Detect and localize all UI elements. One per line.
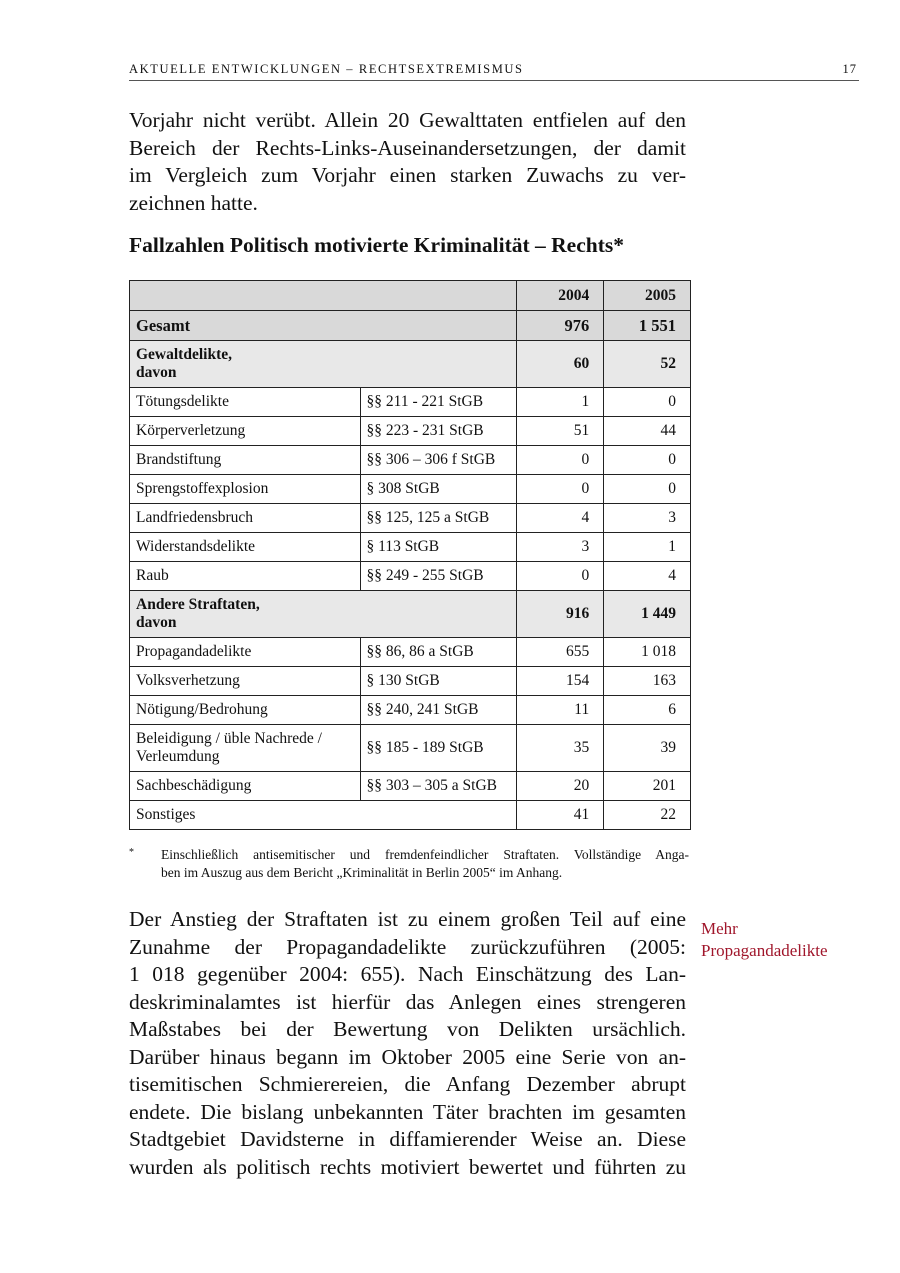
value-2005-cell: 44 <box>604 417 691 446</box>
group-label <box>130 591 517 638</box>
offense-cell: Tötungsdelikte <box>130 388 361 417</box>
value-2004-cell: 41 <box>517 801 604 830</box>
value-2004-cell: 51 <box>517 417 604 446</box>
offense-cell <box>130 725 361 772</box>
value-2004-cell: 154 <box>517 667 604 696</box>
offense-line: Verleumdung <box>136 748 220 765</box>
text-line: Darüber hinaus begann im Oktober 2005 eine Serie von an- <box>129 1044 686 1069</box>
value-2004-cell: 3 <box>517 533 604 562</box>
table-row <box>130 446 691 475</box>
footnote-line: Einschließlich antisemitischer und fremdenfeindlicher Straftaten. Vollständige Anga- <box>161 847 689 862</box>
value-2004-cell: 655 <box>517 638 604 667</box>
value-2005-cell: 0 <box>604 388 691 417</box>
year-header-2005: 2005 <box>604 281 691 311</box>
offense-cell: Sachbeschädigung <box>130 772 361 801</box>
value-2005-cell: 4 <box>604 562 691 591</box>
text-line: Maßstabes bei der Bewertung von Delikten ursächlich. <box>129 1017 686 1041</box>
table-row <box>130 696 691 725</box>
paragraph-intro <box>129 107 686 217</box>
total-2005: 1 551 <box>604 311 691 341</box>
running-head <box>129 62 859 81</box>
footnote-line: ben im Auszug aus dem Bericht „Kriminalität in Berlin 2005“ im Anhang. <box>161 865 563 880</box>
offense-cell: Nötigung/Bedrohung <box>130 696 361 725</box>
value-2005-cell: 6 <box>604 696 691 725</box>
group-label-line: davon <box>136 364 177 381</box>
law-cell: § 130 StGB <box>360 667 517 696</box>
text-line: Vorjahr nicht verübt. Allein 20 Gewalttaten entfielen auf den <box>129 108 686 132</box>
table-row <box>130 533 691 562</box>
value-2004-cell: 0 <box>517 475 604 504</box>
total-row <box>130 311 691 341</box>
text-line: Der Anstieg der Straftaten ist zu einem großen Teil auf eine <box>129 907 686 931</box>
table-title: Fallzahlen Politisch motivierte Kriminalität – Rechts* <box>129 233 625 257</box>
crime-statistics-table <box>129 280 691 830</box>
offense-cell: Propagandadelikte <box>130 638 361 667</box>
group-2004: 916 <box>517 591 604 638</box>
group-2005: 52 <box>604 341 691 388</box>
header-blank-cell <box>130 281 517 311</box>
group-label-line: Gewaltdelikte, <box>136 346 232 363</box>
text-line: 1 018 gegenüber 2004: 655). Nach Einschätzung des Lan- <box>129 962 686 986</box>
law-cell: §§ 306 – 306 f StGB <box>360 446 517 475</box>
law-cell: § 308 StGB <box>360 475 517 504</box>
value-2005-cell: 39 <box>604 725 691 772</box>
table-row <box>130 388 691 417</box>
offense-line: Beleidigung / üble Nachrede / <box>136 730 322 747</box>
table-row <box>130 417 691 446</box>
law-cell: § 113 StGB <box>360 533 517 562</box>
running-head-title: AKTUELLE ENTWICKLUNGEN – RECHTSEXTREMISMUS <box>129 62 524 76</box>
offense-cell: Sonstiges <box>130 801 517 830</box>
value-2005-cell: 22 <box>604 801 691 830</box>
margin-note <box>701 918 861 962</box>
value-2005-cell: 0 <box>604 475 691 504</box>
offense-cell: Widerstandsdelikte <box>130 533 361 562</box>
text-line: Bereich der Rechts-Links-Auseinandersetzungen, der damit <box>129 135 686 160</box>
value-2004-cell: 0 <box>517 446 604 475</box>
group-2005: 1 449 <box>604 591 691 638</box>
offense-cell: Brandstiftung <box>130 446 361 475</box>
value-2005-cell: 201 <box>604 772 691 801</box>
violent-offenses-group-row <box>130 341 691 388</box>
group-label-line: Andere Straftaten, <box>136 596 260 613</box>
offense-cell: Körperverletzung <box>130 417 361 446</box>
text-line: wurden als politisch rechts motiviert bewertet und führten zu <box>129 1154 686 1179</box>
margin-note-line: Mehr <box>701 919 738 938</box>
table-row <box>130 475 691 504</box>
margin-note-line: Propagandadelikte <box>701 941 828 960</box>
value-2005-cell: 0 <box>604 446 691 475</box>
value-2004-cell: 4 <box>517 504 604 533</box>
law-cell: §§ 249 - 255 StGB <box>360 562 517 591</box>
law-cell: §§ 240, 241 StGB <box>360 696 517 725</box>
footnote-text <box>161 846 689 882</box>
value-2004-cell: 1 <box>517 388 604 417</box>
offense-cell: Raub <box>130 562 361 591</box>
other-offenses-group-row <box>130 591 691 638</box>
page-number: 17 <box>842 62 857 76</box>
group-label-line: davon <box>136 614 177 631</box>
text-line: endete. Die bislang unbekannten Täter brachten im gesamten <box>129 1099 686 1124</box>
text-line: Zunahme der Propagandadelikte zurückzuführen (2005: <box>129 934 686 959</box>
table-header-row <box>130 281 691 311</box>
group-label <box>130 341 517 388</box>
offense-cell: Sprengstoffexplosion <box>130 475 361 504</box>
table-row <box>130 638 691 667</box>
group-2004: 60 <box>517 341 604 388</box>
law-cell: §§ 125, 125 a StGB <box>360 504 517 533</box>
value-2004-cell: 11 <box>517 696 604 725</box>
table-row <box>130 562 691 591</box>
offense-cell: Volksverhetzung <box>130 667 361 696</box>
table-row <box>130 801 691 830</box>
paragraph-body <box>129 906 686 1181</box>
table-row <box>130 667 691 696</box>
value-2004-cell: 35 <box>517 725 604 772</box>
footnote-mark: * <box>129 847 134 858</box>
text-line: zeichnen hatte. <box>129 190 258 215</box>
value-2004-cell: 20 <box>517 772 604 801</box>
law-cell: §§ 86, 86 a StGB <box>360 638 517 667</box>
text-line: deskriminalamtes ist hierfür das Anlegen eines strengeren <box>129 989 686 1014</box>
law-cell: §§ 185 - 189 StGB <box>360 725 517 772</box>
value-2005-cell: 1 018 <box>604 638 691 667</box>
total-label: Gesamt <box>130 311 517 341</box>
total-2004: 976 <box>517 311 604 341</box>
law-cell: §§ 211 - 221 StGB <box>360 388 517 417</box>
law-cell: §§ 223 - 231 StGB <box>360 417 517 446</box>
table-row <box>130 725 691 772</box>
text-line: tisemitischen Schmierereien, die Anfang Dezember abrupt <box>129 1072 686 1096</box>
value-2005-cell: 1 <box>604 533 691 562</box>
text-line: Stadtgebiet Davidsterne in diffamierender Weise an. Diese <box>129 1127 686 1151</box>
table-row <box>130 772 691 801</box>
year-header-2004: 2004 <box>517 281 604 311</box>
table-row <box>130 504 691 533</box>
law-cell: §§ 303 – 305 a StGB <box>360 772 517 801</box>
value-2005-cell: 163 <box>604 667 691 696</box>
text-line: im Vergleich zum Vorjahr einen starken Zuwachs zu ver- <box>129 163 686 187</box>
offense-cell: Landfriedensbruch <box>130 504 361 533</box>
value-2004-cell: 0 <box>517 562 604 591</box>
value-2005-cell: 3 <box>604 504 691 533</box>
